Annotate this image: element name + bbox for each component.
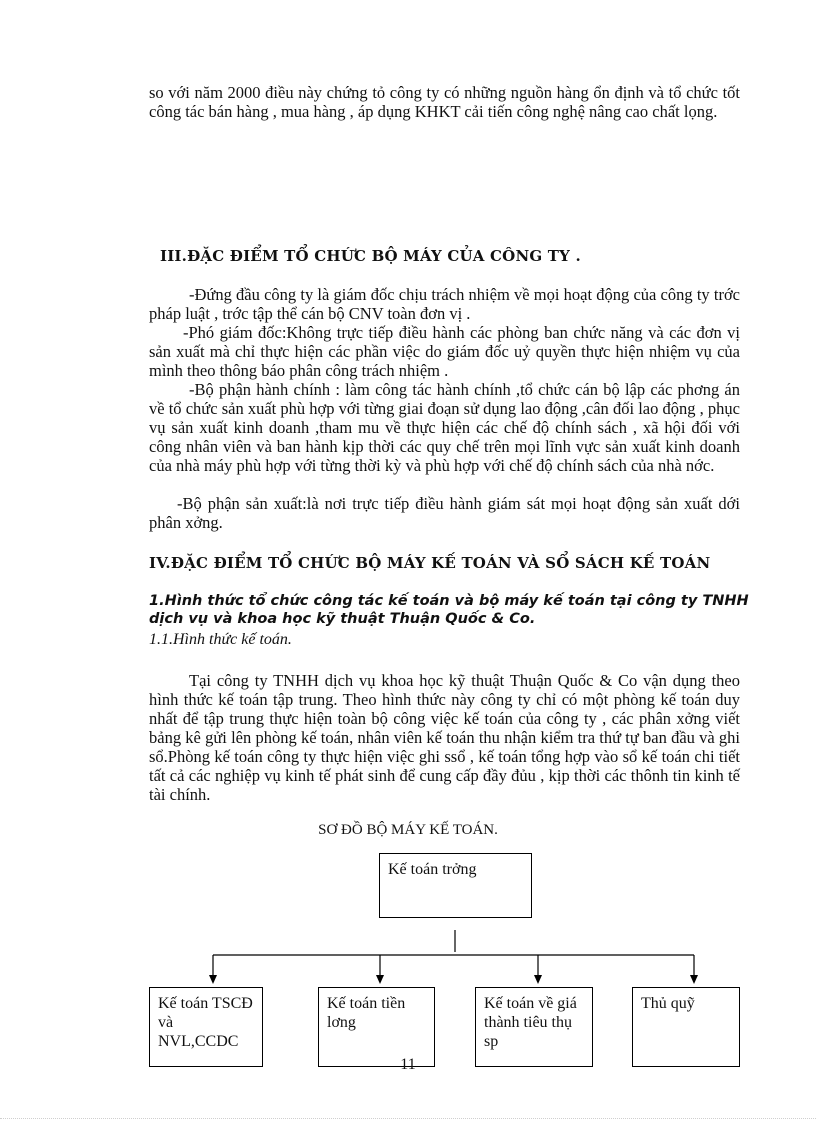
page-number: 11 (400, 1056, 416, 1073)
diagram-title: SƠ ĐỒ BỘ MÁY KẾ TOÁN. (318, 822, 498, 838)
payroll-accountant-box: Kế toán tiền lơng (318, 987, 435, 1067)
subsection-1-1-heading: 1.1.Hình thức kế toán. (149, 631, 292, 648)
director-paragraph: -Đứng đầu công ty là giám đốc chịu trách nhiệm về mọi hoạt động của công ty trớc pháp luật , trớc tập thể cán bộ CNV toàn đơn vị . (149, 285, 740, 323)
admin-department-paragraph: -Bộ phận hành chính : làm công tác hành chính ,tổ chức cán bộ lập các phơng án về tổ chức sản xuất phù hợp với từng giai đoạn sử dụng lao động ,cân đối lao động , phục vụ sản xuất kinh doanh ,tham mu về thực hiện các chế độ chính sách , xã hội đối với công nhân viên và ban hành kịp thời các quy chế trên mọi lĩnh vực sản xuất kinh doanh của nhà máy phù hợp với từng thời kỳ và phù hợp với chế độ chính sách của nhà nớc. (149, 380, 740, 475)
vice-director-paragraph: -Phó giám đốc:Không trực tiếp điều hành các phòng ban chức năng và các đơn vị sản xuất mà chỉ thực hiện các phần việc do giám đốc uỷ quyền thực hiện nhiệm vụ của mình theo thông báo phân công trách nhiệm . (149, 323, 740, 380)
treasurer-box: Thủ quỹ (632, 987, 740, 1067)
intro-paragraph: so với năm 2000 điều này chứng tỏ công ty có những nguồn hàng ổn định và tổ chức tốt công tác bán hàng , mua hàng , áp dụng KHKT cải tiến công nghệ nâng cao chất lọng. (149, 83, 740, 121)
fixed-assets-accountant-box: Kế toán TSCĐ và NVL,CCDC (149, 987, 263, 1067)
section-3-heading: III.ĐẶC ĐIỂM TỔ CHỨC BỘ MÁY CỦA CÔNG TY . (160, 247, 581, 265)
production-department-paragraph: -Bộ phận sản xuất:là nơi trực tiếp điều hành giám sát mọi hoạt động sản xuất dới phân xởng. (149, 494, 740, 532)
section-4-heading: IV.ĐẶC ĐIỂM TỔ CHỨC BỘ MÁY KẾ TOÁN VÀ SỔ SÁCH KẾ TOÁN (149, 554, 711, 572)
cost-accountant-box: Kế toán về giá thành tiêu thụ sp (475, 987, 593, 1067)
chief-accountant-box: Kế toán trởng (379, 853, 532, 918)
subsection-1-heading: 1.Hình thức tổ chức công tác kế toán và bộ máy kế toán tại công ty TNHH dịch vụ và khoa học kỹ thuật Thuận Quốc & Co. (149, 593, 749, 627)
accounting-form-paragraph: Tại công ty TNHH dịch vụ khoa học kỹ thuật Thuận Quốc & Co vận dụng theo hình thức kế toán tập trung. Theo hình thức này công ty chỉ có một phòng kế toán duy nhất để tập trung thực hiện toàn bộ công việc kế toán của công ty , các phân xởng viết bảng kê gửi lên phòng kế toán, nhân viên kế toán thu nhận kiểm tra thứ tự ban đầu và ghi sổ.Phòng kế toán công ty thực hiện việc ghi ssổ , kế toán tổng hợp vào sổ kế toán chi tiết tất cả các nghiệp vụ kinh tế phát sinh để cung cấp đầy đủu , kịp thời các thônh tin kinh tế tài chính. (149, 671, 740, 804)
page-bottom-edge (0, 1118, 816, 1119)
